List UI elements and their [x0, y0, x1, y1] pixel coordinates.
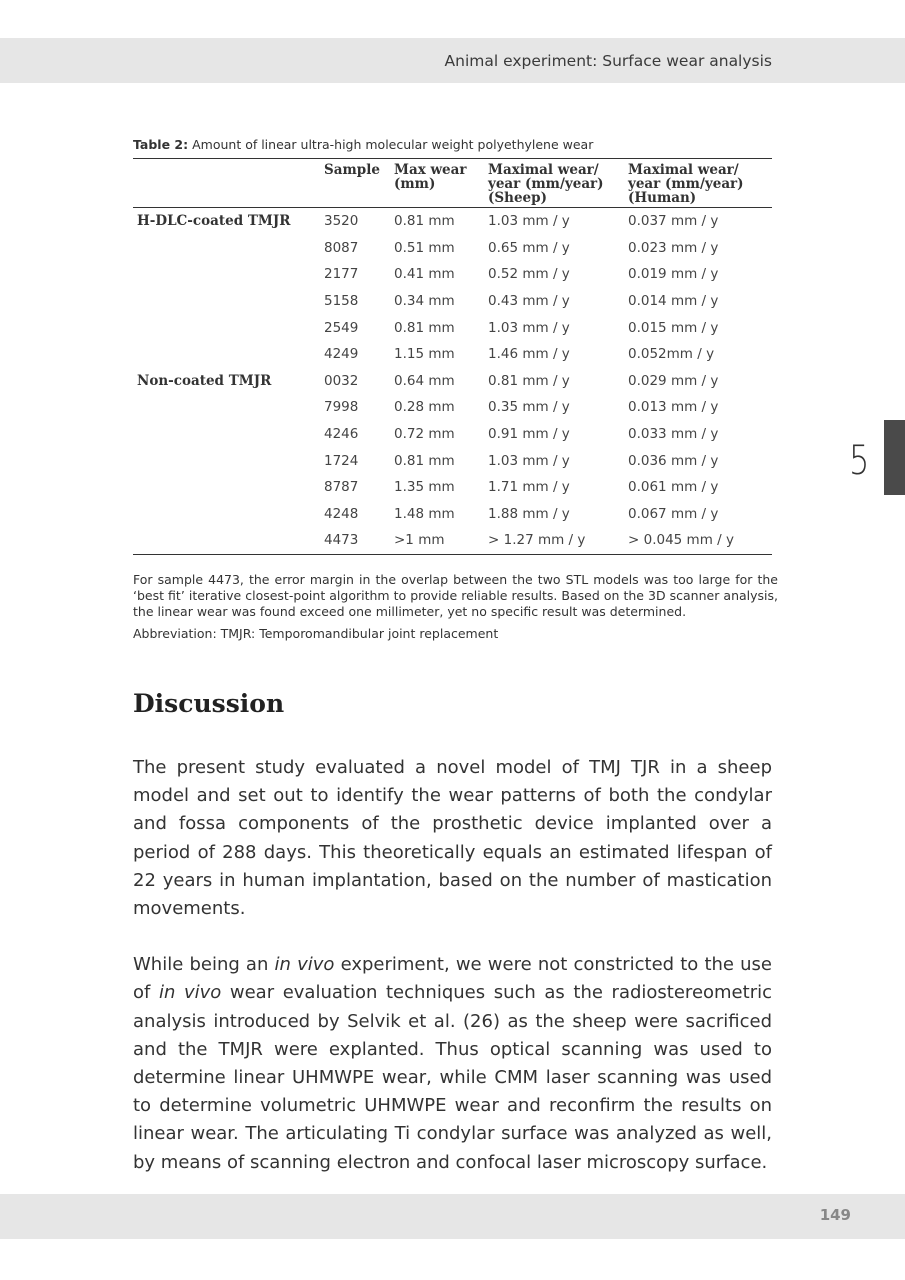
table-cell: 0.81 mm — [394, 213, 455, 230]
chapter-tab — [884, 420, 905, 495]
table-row — [133, 421, 772, 448]
table-cell: 0.72 mm — [394, 426, 455, 443]
running-head: Animal experiment: Surface wear analysis — [444, 52, 772, 70]
table-row — [133, 527, 772, 554]
discussion-body — [133, 754, 772, 1177]
table-row — [133, 235, 772, 262]
table-cell: 0.052mm / y — [628, 346, 715, 363]
table-cell: 4248 — [324, 505, 359, 522]
page-header — [0, 38, 905, 83]
column-header: Max wear (mm) — [390, 159, 484, 208]
table-cell: 1.03 mm / y — [488, 452, 570, 469]
group-label-cell — [133, 421, 320, 448]
table-body — [133, 208, 772, 555]
group-label-cell — [133, 235, 320, 262]
table-cell: 1.03 mm / y — [488, 319, 570, 336]
table-caption — [133, 137, 772, 152]
table-cell: 0.43 mm / y — [488, 293, 570, 310]
table-cell: 5158 — [324, 293, 359, 310]
group-label-cell — [133, 261, 320, 288]
table-cell: 0.015 mm / y — [628, 319, 719, 336]
table-cell: 1.15 mm — [394, 346, 455, 363]
table-cell: 0.061 mm / y — [628, 479, 719, 496]
table-cell: 0.81 mm — [394, 319, 455, 336]
column-header: Sample — [320, 159, 390, 208]
table-cell: 0.52 mm / y — [488, 266, 570, 283]
text-run: experiment, we were not constricted to the use of — [133, 954, 772, 1004]
table-cell: 1724 — [324, 452, 359, 469]
table-cell: 0.51 mm — [394, 239, 455, 256]
table-cell: 3520 — [324, 213, 359, 230]
table-row — [133, 261, 772, 288]
table-cell: 0.34 mm — [394, 293, 455, 310]
table-cell: 0.35 mm / y — [488, 399, 570, 416]
table-cell: 0.067 mm / y — [628, 505, 719, 522]
table-caption-label: Table 2: — [133, 137, 189, 152]
group-label-cell — [133, 501, 320, 528]
column-header: Maximal wear/ year (mm/year) (Human) — [624, 159, 772, 208]
group-label-cell — [133, 527, 320, 554]
table-cell: 1.71 mm / y — [488, 479, 570, 496]
table-row — [133, 394, 772, 421]
table-cell: 4246 — [324, 426, 359, 443]
table-cell: 0.81 mm — [394, 452, 455, 469]
table-row — [133, 447, 772, 474]
table-row — [133, 341, 772, 368]
table-row — [133, 368, 772, 395]
table-cell: 4473 — [324, 532, 359, 549]
group-label-cell — [133, 474, 320, 501]
discussion-paragraph — [133, 951, 772, 1177]
table-footnote: For sample 4473, the error margin in the overlap between the two STL models was too large for the ‘best fit’ iterative closest-point algorithm to provide reliable results. Based on the 3D scanner analysis, the linear wear was found exceed one millimeter, yet no specific result was determined. — [133, 572, 778, 619]
table-cell: 0.023 mm / y — [628, 239, 719, 256]
group-label-cell — [133, 394, 320, 421]
column-header: Maximal wear/ year (mm/year) (Sheep) — [484, 159, 624, 208]
group-label-cell — [133, 288, 320, 315]
table-cell: 0.036 mm / y — [628, 452, 719, 469]
discussion-paragraph: The present study evaluated a novel model of TMJ TJR in a sheep model and set out to identify the wear patterns of both the condylar and fossa components of the prosthetic device implanted over a period of 288 days. This theoretically equals an estimated lifespan of 22 years in human implantation, based on the number of mastication movements. — [133, 757, 772, 920]
table-cell: 0.81 mm / y — [488, 372, 570, 389]
table-cell: 1.03 mm / y — [488, 213, 570, 230]
table-cell: 0.033 mm / y — [628, 426, 719, 443]
table-cell: 0.019 mm / y — [628, 266, 719, 283]
table-row — [133, 474, 772, 501]
table-row — [133, 314, 772, 341]
table-cell: 0.41 mm — [394, 266, 455, 283]
table-caption-text: Amount of linear ultra-high molecular weight polyethylene wear — [192, 137, 594, 152]
group-label-cell — [133, 314, 320, 341]
table-abbreviation: Abbreviation: TMJR: Temporomandibular joint replacement — [133, 626, 499, 641]
table-cell: 1.88 mm / y — [488, 505, 570, 522]
text-run: wear evaluation techniques such as the radiostereometric analysis introduced by Selvik et al. (26) as the sheep were sacrificed and the TMJR were explanted. Thus optical scanning was used to determine linear UHMWPE wear, while CMM laser scanning was used to determine volumetric UHMWPE wear and reconfirm the results on linear wear. The articulating Ti condylar surface was analyzed as well, by means of scanning electron and confocal laser microscopy surface. — [133, 982, 772, 1173]
group-label-cell — [133, 447, 320, 474]
table-notes — [133, 572, 778, 642]
table-cell: 8087 — [324, 239, 359, 256]
table-row — [133, 208, 772, 235]
table-cell: 2177 — [324, 266, 359, 283]
table-cell: 0.28 mm — [394, 399, 455, 416]
group-label-cell: Non-coated TMJR — [137, 372, 272, 389]
group-label-cell: H-DLC-coated TMJR — [137, 213, 291, 230]
table-cell: 0.037 mm / y — [628, 213, 719, 230]
table-cell: 0.014 mm / y — [628, 293, 719, 310]
table-header-row — [133, 159, 772, 208]
table-cell: 0032 — [324, 372, 359, 389]
table-cell: 4249 — [324, 346, 359, 363]
section-heading: Discussion — [133, 689, 285, 718]
table-cell: 1.35 mm — [394, 479, 455, 496]
wear-table — [133, 158, 772, 555]
table-cell: > 0.045 mm / y — [628, 532, 734, 549]
italic-run: in vivo — [158, 982, 222, 1004]
table-row — [133, 288, 772, 315]
table-cell: 0.013 mm / y — [628, 399, 719, 416]
table-cell: 7998 — [324, 399, 359, 416]
table-row — [133, 501, 772, 528]
table-cell: 1.46 mm / y — [488, 346, 570, 363]
table-cell: 2549 — [324, 319, 359, 336]
table-cell: 0.65 mm / y — [488, 239, 570, 256]
table-cell: 8787 — [324, 479, 359, 496]
wear-table-block — [133, 137, 772, 555]
table-cell: 0.029 mm / y — [628, 372, 719, 389]
table-cell: 0.64 mm — [394, 372, 455, 389]
text-run: While being an — [133, 954, 275, 976]
table-cell: >1 mm — [394, 532, 445, 549]
table-cell: 0.91 mm / y — [488, 426, 570, 443]
page-number: 149 — [819, 1206, 851, 1224]
chapter-number: 5 — [849, 438, 870, 484]
column-header — [133, 159, 320, 208]
page-footer — [0, 1194, 905, 1239]
table-cell: 1.48 mm — [394, 505, 455, 522]
table-cell: > 1.27 mm / y — [488, 532, 586, 549]
italic-run: in vivo — [274, 954, 335, 976]
group-label-cell — [133, 341, 320, 368]
